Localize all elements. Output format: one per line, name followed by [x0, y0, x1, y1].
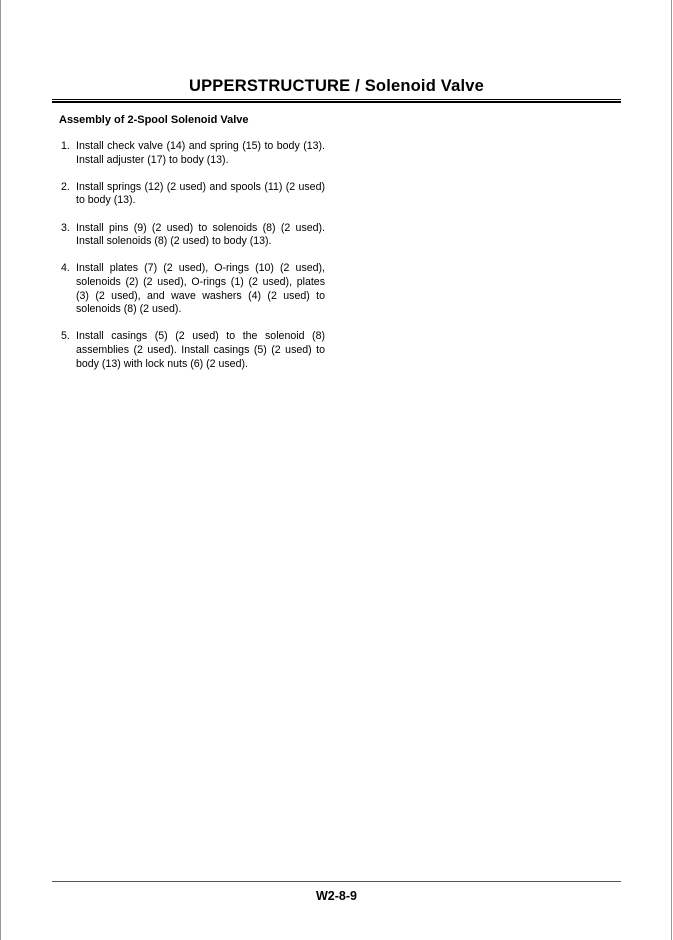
header-rule-thick	[52, 101, 621, 103]
assembly-steps-list	[59, 140, 325, 385]
footer-rule	[52, 881, 621, 882]
step-text: Install plates (7) (2 used), O-rings (10) (2 used), solenoids (2) (2 used), O-rings (1) (2 used), plates (3) (2 used), and wave washers (4) (2 used) to solenoids (8) (2 used).	[76, 262, 325, 316]
list-item	[59, 262, 325, 316]
step-text: Install springs (12) (2 used) and spools (11) (2 used) to body (13).	[76, 180, 325, 207]
page-border-left	[0, 0, 1, 940]
step-text: Install casings (5) (2 used) to the solenoid (8) assemblies (2 used). Install casings (5) (2 used) to body (13) with lock nuts (6) (2 used).	[76, 330, 325, 370]
step-number: 1.	[61, 140, 70, 152]
list-item	[59, 181, 325, 208]
step-number: 2.	[61, 180, 70, 193]
step-number: 3.	[61, 221, 70, 234]
step-text: Install check valve (14) and spring (15) to body (13). Install adjuster (17) to body (13).	[76, 140, 325, 166]
list-item	[59, 140, 325, 167]
page-title: UPPERSTRUCTURE / Solenoid Valve	[188, 77, 484, 95]
step-text: Install pins (9) (2 used) to solenoids (8) (2 used). Install solenoids (8) (2 used) to body (13).	[76, 221, 325, 248]
header-rule	[52, 99, 621, 100]
section-heading: Assembly of 2-Spool Solenoid Valve	[59, 114, 249, 126]
list-item	[59, 222, 325, 249]
page-border-right	[671, 0, 672, 940]
page-number: W2-8-9	[316, 889, 357, 903]
list-item	[59, 330, 325, 371]
step-number: 4.	[61, 262, 70, 275]
step-number: 5.	[61, 330, 70, 343]
